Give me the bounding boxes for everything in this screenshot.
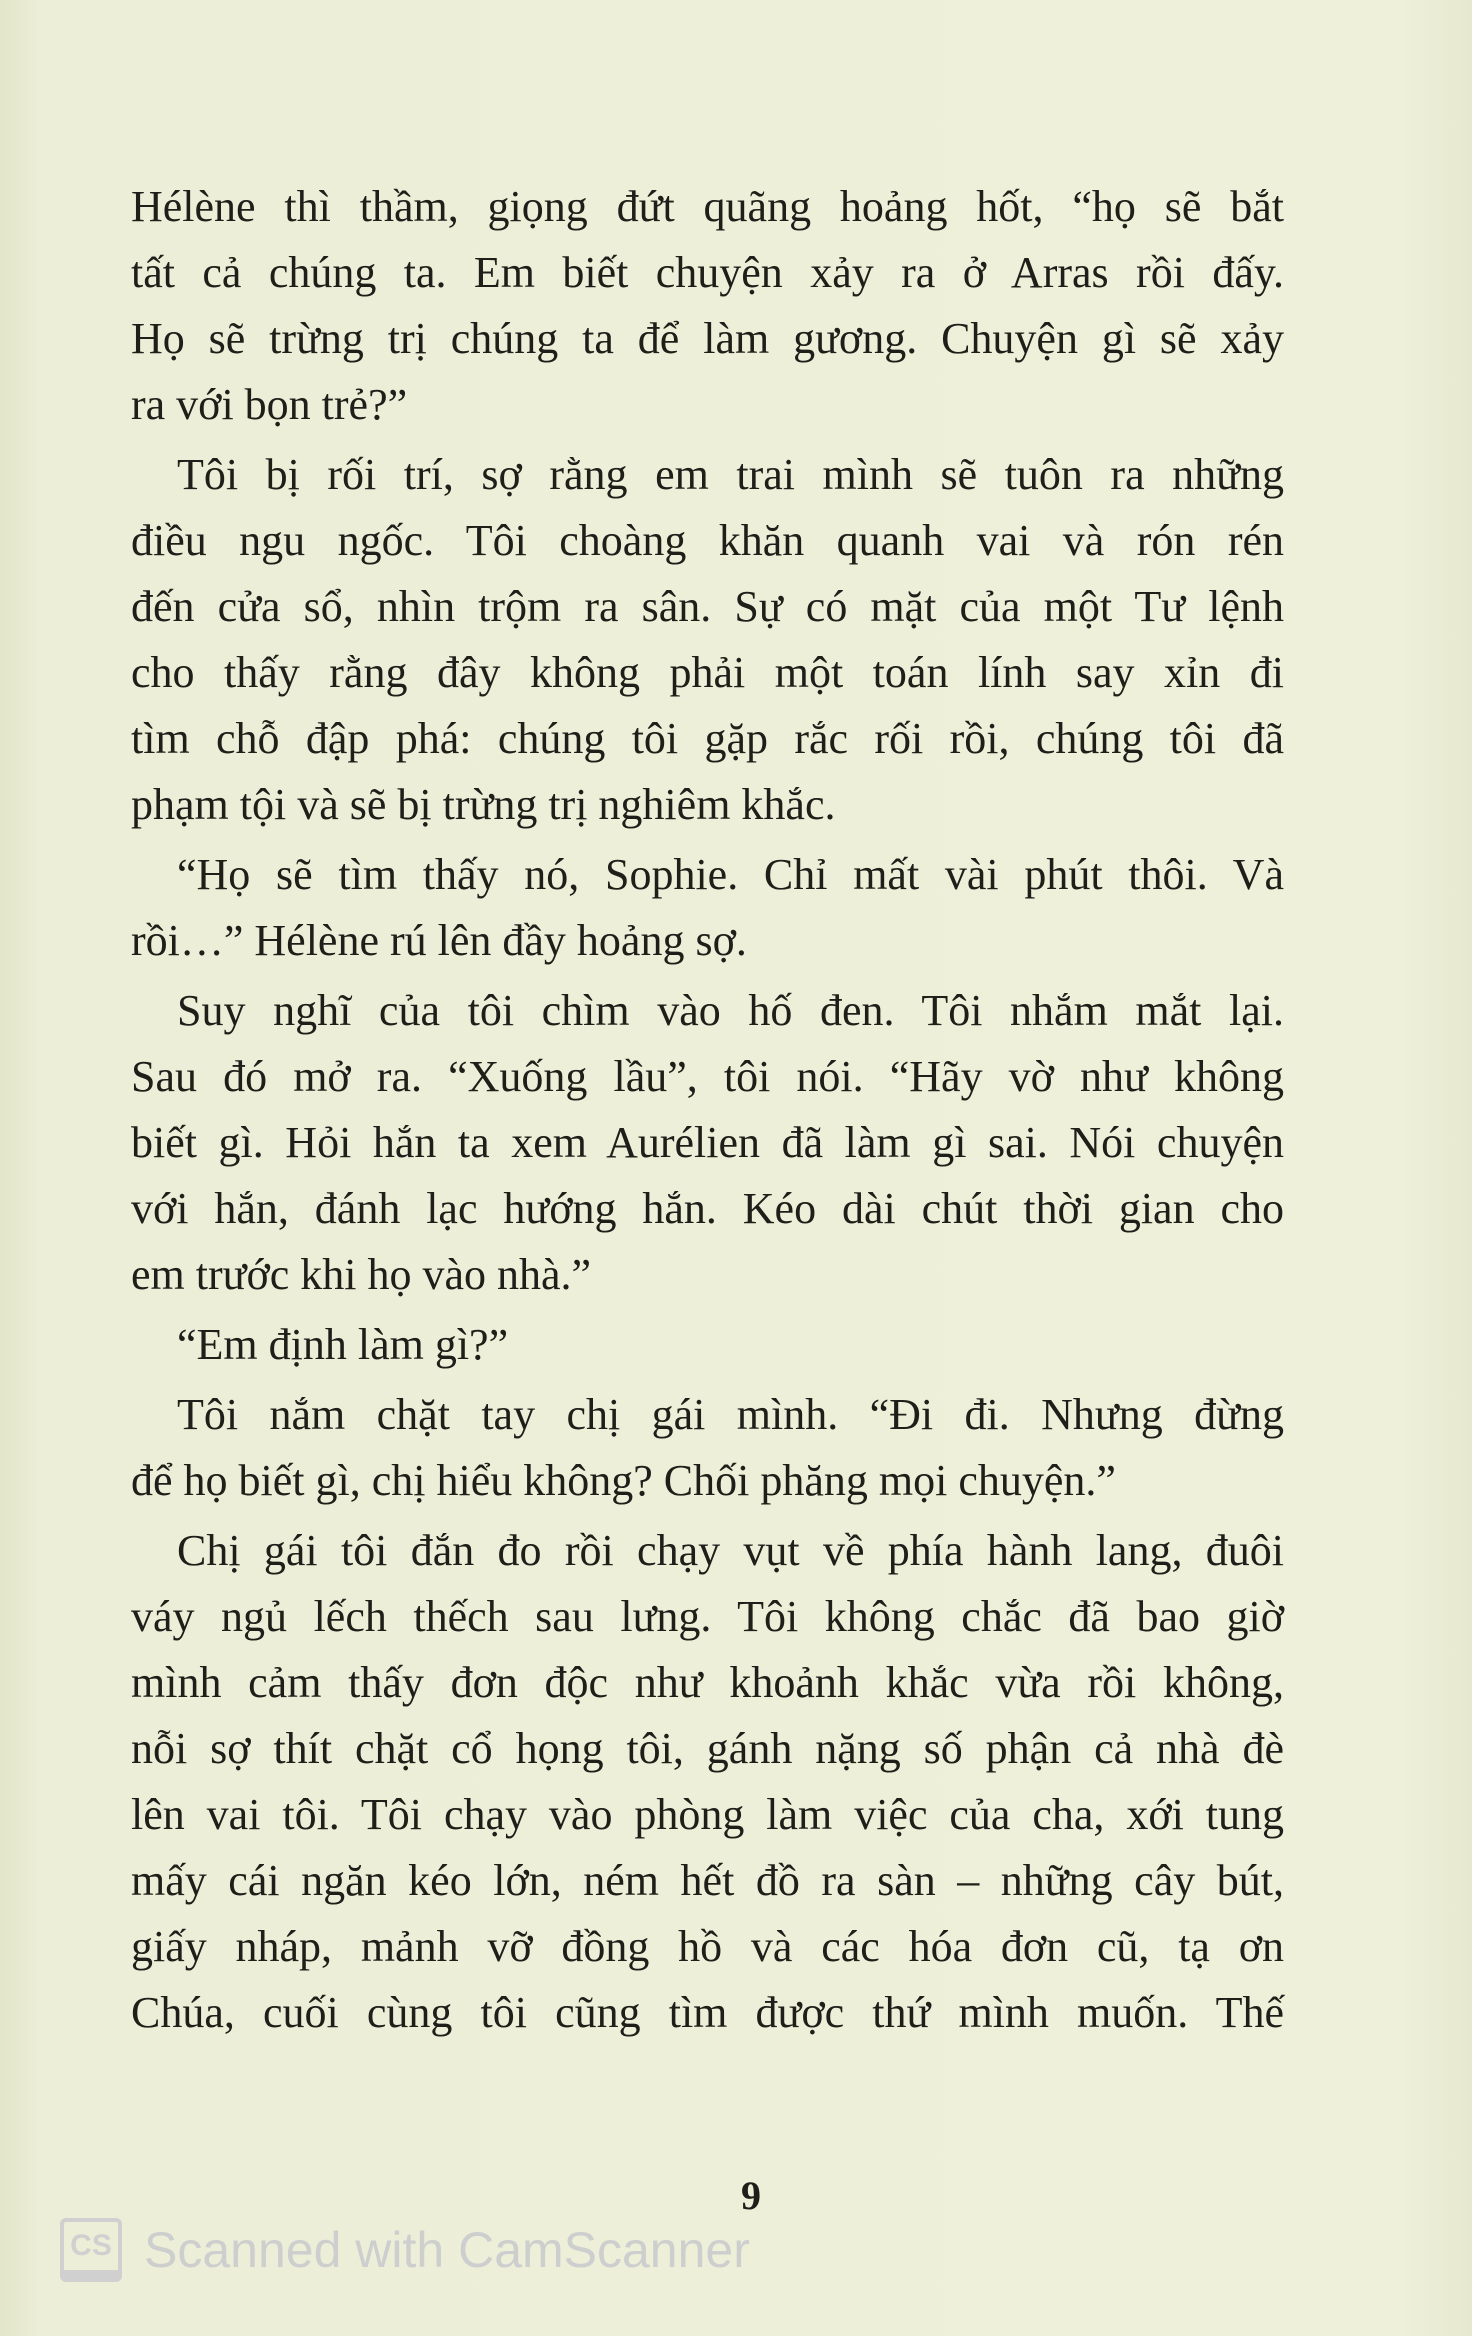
paragraph — [131, 978, 1284, 1308]
text-line: điều ngu ngốc. Tôi choàng khăn quanh vai và rón rén — [131, 516, 1284, 565]
watermark-text: Scanned with CamScanner — [144, 2222, 750, 2278]
camscanner-logo-icon: CS — [60, 2218, 122, 2282]
page-body-text — [131, 174, 1284, 2050]
text-line: Hélène thì thầm, giọng đứt quãng hoảng hốt, “họ sẽ bắt — [131, 182, 1284, 231]
text-line: tất cả chúng ta. Em biết chuyện xảy ra ở Arras rồi đấy. — [131, 248, 1284, 297]
paragraph — [131, 1312, 1284, 1378]
text-line: tìm chỗ đập phá: chúng tôi gặp rắc rối rồi, chúng tôi đã — [131, 714, 1284, 763]
paragraph — [131, 1382, 1284, 1514]
text-line: nỗi sợ thít chặt cổ họng tôi, gánh nặng số phận cả nhà đè — [131, 1724, 1284, 1773]
text-line: với hắn, đánh lạc hướng hắn. Kéo dài chút thời gian cho — [131, 1184, 1284, 1233]
text-line: giấy nháp, mảnh vỡ đồng hồ và các hóa đơn cũ, tạ ơn — [131, 1922, 1284, 1971]
text-line: ra với bọn trẻ?” — [131, 380, 408, 429]
text-line: lên vai tôi. Tôi chạy vào phòng làm việc của cha, xới tung — [131, 1790, 1284, 1839]
text-line: Chị gái tôi đắn đo rồi chạy vụt về phía hành lang, đuôi — [177, 1526, 1284, 1575]
text-line: Chúa, cuối cùng tôi cũng tìm được thứ mình muốn. Thế — [131, 1988, 1284, 2037]
page-number: 9 — [741, 2173, 761, 2218]
camscanner-watermark — [60, 2218, 750, 2282]
text-line: để họ biết gì, chị hiểu không? Chối phăng mọi chuyện.” — [131, 1456, 1116, 1505]
text-line: em trước khi họ vào nhà.” — [131, 1250, 592, 1299]
paragraph — [131, 174, 1284, 438]
text-line: mình cảm thấy đơn độc như khoảnh khắc vừa rồi không, — [131, 1658, 1284, 1707]
text-line: Tôi nắm chặt tay chị gái mình. “Đi đi. Nhưng đừng — [177, 1390, 1284, 1439]
text-line: Suy nghĩ của tôi chìm vào hố đen. Tôi nhắm mắt lại. — [177, 986, 1284, 1035]
text-line: biết gì. Hỏi hắn ta xem Aurélien đã làm gì sai. Nói chuyện — [131, 1118, 1284, 1167]
text-line: rồi…” Hélène rú lên đầy hoảng sợ. — [131, 916, 747, 965]
text-line: cho thấy rằng đây không phải một toán lính say xỉn đi — [131, 648, 1284, 697]
text-line: Sau đó mở ra. “Xuống lầu”, tôi nói. “Hãy vờ như không — [131, 1052, 1284, 1101]
text-line: đến cửa sổ, nhìn trộm ra sân. Sự có mặt của một Tư lệnh — [131, 582, 1284, 631]
text-line: Họ sẽ trừng trị chúng ta để làm gương. Chuyện gì sẽ xảy — [131, 314, 1284, 363]
text-line: mấy cái ngăn kéo lớn, ném hết đồ ra sàn – những cây bút, — [131, 1856, 1284, 1905]
paragraph — [131, 1518, 1284, 2046]
text-line: váy ngủ lếch thếch sau lưng. Tôi không chắc đã bao giờ — [131, 1592, 1284, 1641]
text-line: Tôi bị rối trí, sợ rằng em trai mình sẽ tuôn ra những — [177, 450, 1284, 499]
text-line: “Em định làm gì?” — [177, 1320, 509, 1369]
paragraph — [131, 442, 1284, 838]
text-line: “Họ sẽ tìm thấy nó, Sophie. Chỉ mất vài phút thôi. Và — [177, 850, 1284, 899]
paragraph — [131, 842, 1284, 974]
text-line: phạm tội và sẽ bị trừng trị nghiêm khắc. — [131, 780, 836, 829]
